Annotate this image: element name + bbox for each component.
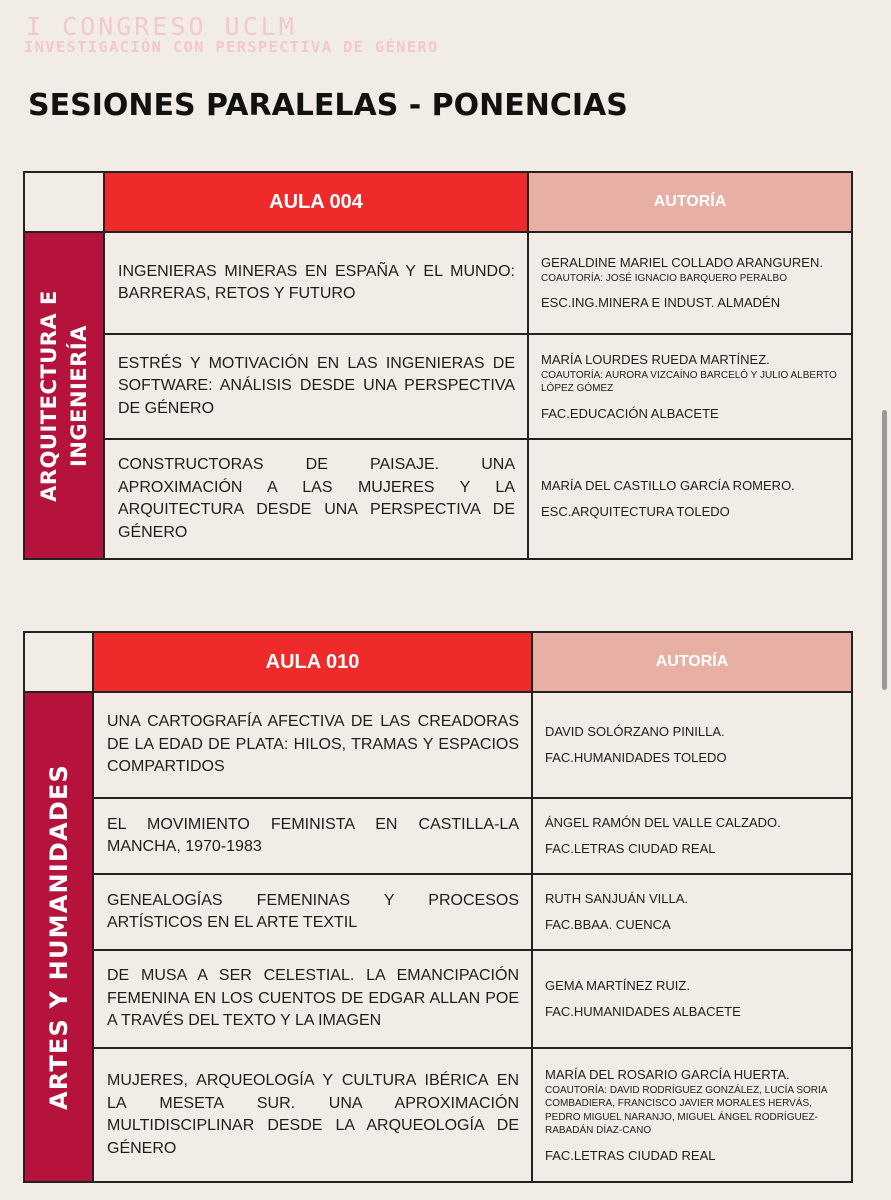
authorship-header: AUTORÍA <box>532 632 852 692</box>
faculty: FAC.LETRAS CIUDAD REAL <box>545 1147 716 1163</box>
paper-title: DE MUSA A SER CELESTIAL. LA EMANCIPACIÓN FEMENINA EN LOS CUENTOS DE EDGAR ALLAN POE A TRAVÉS DEL TEXTO Y LA IMAGEN <box>93 950 532 1048</box>
table-row <box>24 950 852 1048</box>
faculty: FAC.BBAA. CUENCA <box>545 917 671 932</box>
paper-authorship <box>528 232 852 334</box>
paper-title: ESTRÉS Y MOTIVACIÓN EN LAS INGENIERAS DE SOFTWARE: ANÁLISIS DESDE UNA PERSPECTIVA DE GÉNERO <box>104 334 528 439</box>
area-label: ARQUITECTURA E INGENIERÍA <box>37 289 91 502</box>
author-name: ÁNGEL RAMÓN DEL VALLE CALZADO. <box>545 815 781 830</box>
area-label: ARTES Y HUMANIDADES <box>44 763 73 1111</box>
table-row <box>24 1048 852 1182</box>
paper-authorship <box>528 439 852 559</box>
paper-authorship <box>532 692 852 798</box>
paper-title: CONSTRUCTORAS DE PAISAJE. UNA APROXIMACIÓN A LAS MUJERES Y LA ARQUITECTURA DESDE UNA PERSPECTIVA DE GÉNERO <box>104 439 528 559</box>
area-label-cell <box>24 232 104 559</box>
author-name: GEMA MARTÍNEZ RUIZ. <box>545 978 690 993</box>
room-header: AULA 010 <box>93 632 532 692</box>
paper-title: MUJERES, ARQUEOLOGÍA Y CULTURA IBÉRICA EN LA MESETA SUR. UNA APROXIMACIÓN MULTIDISCIPLINAR DESDE LA ARQUEOLOGÍA DE GÉNERO <box>93 1048 532 1182</box>
table-row <box>24 798 852 874</box>
table-row <box>24 692 852 798</box>
session-table-aula-004 <box>23 171 853 560</box>
authorship-header: AUTORÍA <box>528 172 852 232</box>
session-table-aula-010 <box>23 631 853 1183</box>
congress-subtitle: INVESTIGACIÓN CON PERSPECTIVA DE GÉNERO <box>24 38 439 56</box>
faculty: ESC.ING.MINERA E INDUST. ALMADÉN <box>541 295 781 311</box>
table-row <box>24 334 852 439</box>
faculty: FAC.HUMANIDADES TOLEDO <box>545 750 727 765</box>
paper-title: UNA CARTOGRAFÍA AFECTIVA DE LAS CREADORAS DE LA EDAD DE PLATA: HILOS, TRAMAS Y ESPACIOS COMPARTIDOS <box>93 692 532 798</box>
coauthors: COAUTORÍA: JOSÉ IGNACIO BARQUERO PERALBO <box>541 272 787 284</box>
table-row <box>24 439 852 559</box>
corner-cell <box>24 172 104 232</box>
paper-authorship <box>532 950 852 1048</box>
paper-authorship <box>532 874 852 950</box>
author-name: MARÍA LOURDES RUEDA MARTÍNEZ. <box>541 351 770 367</box>
table-row <box>24 874 852 950</box>
author-name: RUTH SANJUÁN VILLA. <box>545 891 689 906</box>
paper-title: INGENIERAS MINERAS EN ESPAÑA Y EL MUNDO: BARRERAS, RETOS Y FUTURO <box>104 232 528 334</box>
paper-title: GENEALOGÍAS FEMENINAS Y PROCESOS ARTÍSTICOS EN EL ARTE TEXTIL <box>93 874 532 950</box>
table-row <box>24 232 852 334</box>
paper-title: EL MOVIMIENTO FEMINISTA EN CASTILLA-LA MANCHA, 1970-1983 <box>93 798 532 874</box>
area-label-cell <box>24 692 93 1182</box>
faculty: ESC.ARQUITECTURA TOLEDO <box>541 504 730 519</box>
vertical-scrollbar[interactable] <box>882 410 887 690</box>
coauthors: COAUTORÍA: AURORA VIZCAÍNO BARCELÓ Y JULIO ALBERTO LÓPEZ GÓMEZ <box>541 369 837 394</box>
author-name: MARÍA DEL ROSARIO GARCÍA HUERTA. <box>545 1066 790 1082</box>
faculty: FAC.EDUCACIÓN ALBACETE <box>541 405 719 421</box>
faculty: FAC.LETRAS CIUDAD REAL <box>545 841 716 856</box>
page-title: SESIONES PARALELAS - PONENCIAS <box>28 88 628 123</box>
paper-authorship <box>528 334 852 439</box>
author-name: DAVID SOLÓRZANO PINILLA. <box>545 724 725 739</box>
author-name: GERALDINE MARIEL COLLADO ARANGUREN. <box>541 254 823 270</box>
corner-cell <box>24 632 93 692</box>
paper-authorship <box>532 1048 852 1182</box>
coauthors: COAUTORÍA: DAVID RODRÍGUEZ GONZÁLEZ, LUCÍA SORIA COMBADIERA, FRANCISCO JAVIER MORALES HERVÁS, PEDRO MIGUEL NARANJO, MIGUEL ÁNGEL RODRÍGUEZ-RABADÁN DÍAZ-CANO <box>545 1084 827 1136</box>
paper-authorship <box>532 798 852 874</box>
faculty: FAC.HUMANIDADES ALBACETE <box>545 1004 741 1019</box>
author-name: MARÍA DEL CASTILLO GARCÍA ROMERO. <box>541 478 795 493</box>
congress-title: I CONGRESO UCLM <box>26 12 297 41</box>
room-header: AULA 004 <box>104 172 528 232</box>
